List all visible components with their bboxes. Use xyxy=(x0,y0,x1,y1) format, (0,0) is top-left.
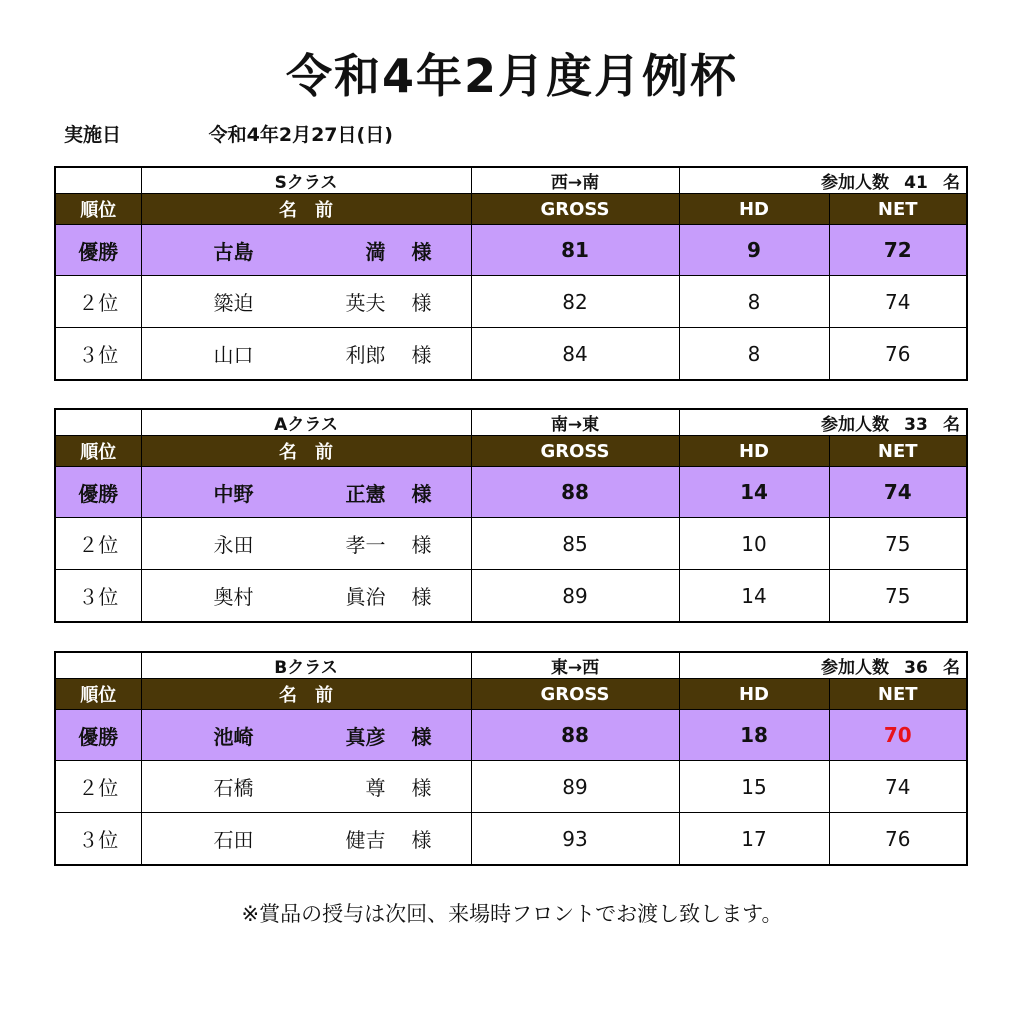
first-name: 正憲 xyxy=(345,481,386,506)
participant-unit: 名 xyxy=(943,658,960,678)
honorific: 様 xyxy=(411,724,432,749)
first-name: 眞治 xyxy=(345,585,386,609)
net-score: 74 xyxy=(829,276,967,328)
participant-number: 36 xyxy=(904,658,928,678)
last-name: 奥村 xyxy=(213,585,254,609)
gross-score: 93 xyxy=(471,813,679,866)
gross-score: 82 xyxy=(471,276,679,328)
last-name: 池崎 xyxy=(213,724,254,749)
col-gross: GROSS xyxy=(471,436,679,467)
handicap: 8 xyxy=(679,276,829,328)
participant-label: 参加人数 xyxy=(821,173,889,193)
honorific: 様 xyxy=(411,776,432,800)
rank: 優勝 xyxy=(55,225,141,276)
handicap: 9 xyxy=(679,225,829,276)
last-name: 永田 xyxy=(213,533,254,557)
column-header-row xyxy=(55,436,967,467)
last-name: 山口 xyxy=(213,343,254,367)
table-row xyxy=(55,276,967,328)
last-name: 簗迫 xyxy=(213,291,254,315)
handicap: 8 xyxy=(679,328,829,381)
col-hd: HD xyxy=(679,679,829,710)
col-name: 名 前 xyxy=(141,194,471,225)
handicap: 18 xyxy=(679,710,829,761)
first-name: 利郎 xyxy=(345,343,386,367)
participant-number: 33 xyxy=(904,415,928,435)
col-name: 名 前 xyxy=(141,679,471,710)
net-score: 74 xyxy=(829,761,967,813)
table-row xyxy=(55,570,967,623)
col-rank: 順位 xyxy=(55,436,141,467)
winner-row xyxy=(55,467,967,518)
table-row xyxy=(55,518,967,570)
handicap: 17 xyxy=(679,813,829,866)
player-name xyxy=(141,710,471,761)
handicap: 14 xyxy=(679,570,829,623)
rank: ２位 xyxy=(55,761,141,813)
player-name xyxy=(141,328,471,381)
rank: ２位 xyxy=(55,276,141,328)
player-name xyxy=(141,570,471,623)
col-name: 名 前 xyxy=(141,436,471,467)
class-table-1 xyxy=(54,408,968,623)
col-net: NET xyxy=(829,194,967,225)
player-name xyxy=(141,813,471,866)
first-name: 英夫 xyxy=(345,291,386,315)
first-name: 健吉 xyxy=(345,828,386,852)
handicap: 15 xyxy=(679,761,829,813)
last-name: 中野 xyxy=(213,481,254,506)
net-score: 74 xyxy=(829,467,967,518)
participant-count xyxy=(679,652,967,679)
col-net: NET xyxy=(829,436,967,467)
class-header-row xyxy=(55,167,967,194)
participant-count xyxy=(679,167,967,194)
honorific: 様 xyxy=(411,533,432,557)
prize-note: ※賞品の授与は次回、来場時フロントでお渡し致します。 xyxy=(241,902,783,926)
class-table-0 xyxy=(54,166,968,381)
class-name: Bクラス xyxy=(141,652,471,679)
col-gross: GROSS xyxy=(471,194,679,225)
handicap: 10 xyxy=(679,518,829,570)
course-route: 西→南 xyxy=(471,167,679,194)
honorific: 様 xyxy=(411,828,432,852)
gross-score: 88 xyxy=(471,710,679,761)
net-score: 76 xyxy=(829,328,967,381)
handicap: 14 xyxy=(679,467,829,518)
net-score: 70 xyxy=(829,710,967,761)
course-route: 東→西 xyxy=(471,652,679,679)
event-date xyxy=(64,120,393,147)
col-hd: HD xyxy=(679,194,829,225)
class-table-2 xyxy=(54,651,968,866)
participant-label: 参加人数 xyxy=(821,658,889,678)
participant-unit: 名 xyxy=(943,173,960,193)
event-date-value: 令和4年2月27日(日) xyxy=(208,124,393,146)
participant-label: 参加人数 xyxy=(821,415,889,435)
participant-count xyxy=(679,409,967,436)
first-name: 満 xyxy=(365,239,386,264)
winner-row xyxy=(55,710,967,761)
rank: ３位 xyxy=(55,813,141,866)
last-name: 石橋 xyxy=(213,776,254,800)
honorific: 様 xyxy=(411,343,432,367)
gross-score: 81 xyxy=(471,225,679,276)
last-name: 石田 xyxy=(213,828,254,852)
first-name: 真彦 xyxy=(345,724,386,749)
event-date-label: 実施日 xyxy=(64,124,122,146)
player-name xyxy=(141,761,471,813)
page-title: 令和4年2月度月例杯 xyxy=(285,49,738,103)
first-name: 尊 xyxy=(365,776,386,800)
net-score: 75 xyxy=(829,518,967,570)
gross-score: 89 xyxy=(471,570,679,623)
player-name xyxy=(141,276,471,328)
rank: 優勝 xyxy=(55,710,141,761)
honorific: 様 xyxy=(411,291,432,315)
rank: 優勝 xyxy=(55,467,141,518)
class-header-row xyxy=(55,409,967,436)
gross-score: 85 xyxy=(471,518,679,570)
player-name xyxy=(141,225,471,276)
last-name: 古島 xyxy=(213,239,254,264)
col-rank: 順位 xyxy=(55,679,141,710)
first-name: 孝一 xyxy=(345,533,386,557)
header-blank xyxy=(55,167,141,194)
course-route: 南→東 xyxy=(471,409,679,436)
net-score: 76 xyxy=(829,813,967,866)
col-hd: HD xyxy=(679,436,829,467)
honorific: 様 xyxy=(411,585,432,609)
participant-number: 41 xyxy=(904,173,928,193)
participant-unit: 名 xyxy=(943,415,960,435)
honorific: 様 xyxy=(411,239,432,264)
honorific: 様 xyxy=(411,481,432,506)
gross-score: 89 xyxy=(471,761,679,813)
table-row xyxy=(55,328,967,381)
winner-row xyxy=(55,225,967,276)
rank: ３位 xyxy=(55,328,141,381)
header-blank xyxy=(55,652,141,679)
rank: ３位 xyxy=(55,570,141,623)
gross-score: 84 xyxy=(471,328,679,381)
column-header-row xyxy=(55,679,967,710)
class-name: Sクラス xyxy=(141,167,471,194)
net-score: 72 xyxy=(829,225,967,276)
class-header-row xyxy=(55,652,967,679)
player-name xyxy=(141,467,471,518)
col-rank: 順位 xyxy=(55,194,141,225)
gross-score: 88 xyxy=(471,467,679,518)
col-net: NET xyxy=(829,679,967,710)
player-name xyxy=(141,518,471,570)
table-row xyxy=(55,813,967,866)
net-score: 75 xyxy=(829,570,967,623)
column-header-row xyxy=(55,194,967,225)
col-gross: GROSS xyxy=(471,679,679,710)
header-blank xyxy=(55,409,141,436)
rank: ２位 xyxy=(55,518,141,570)
table-row xyxy=(55,761,967,813)
class-name: Aクラス xyxy=(141,409,471,436)
